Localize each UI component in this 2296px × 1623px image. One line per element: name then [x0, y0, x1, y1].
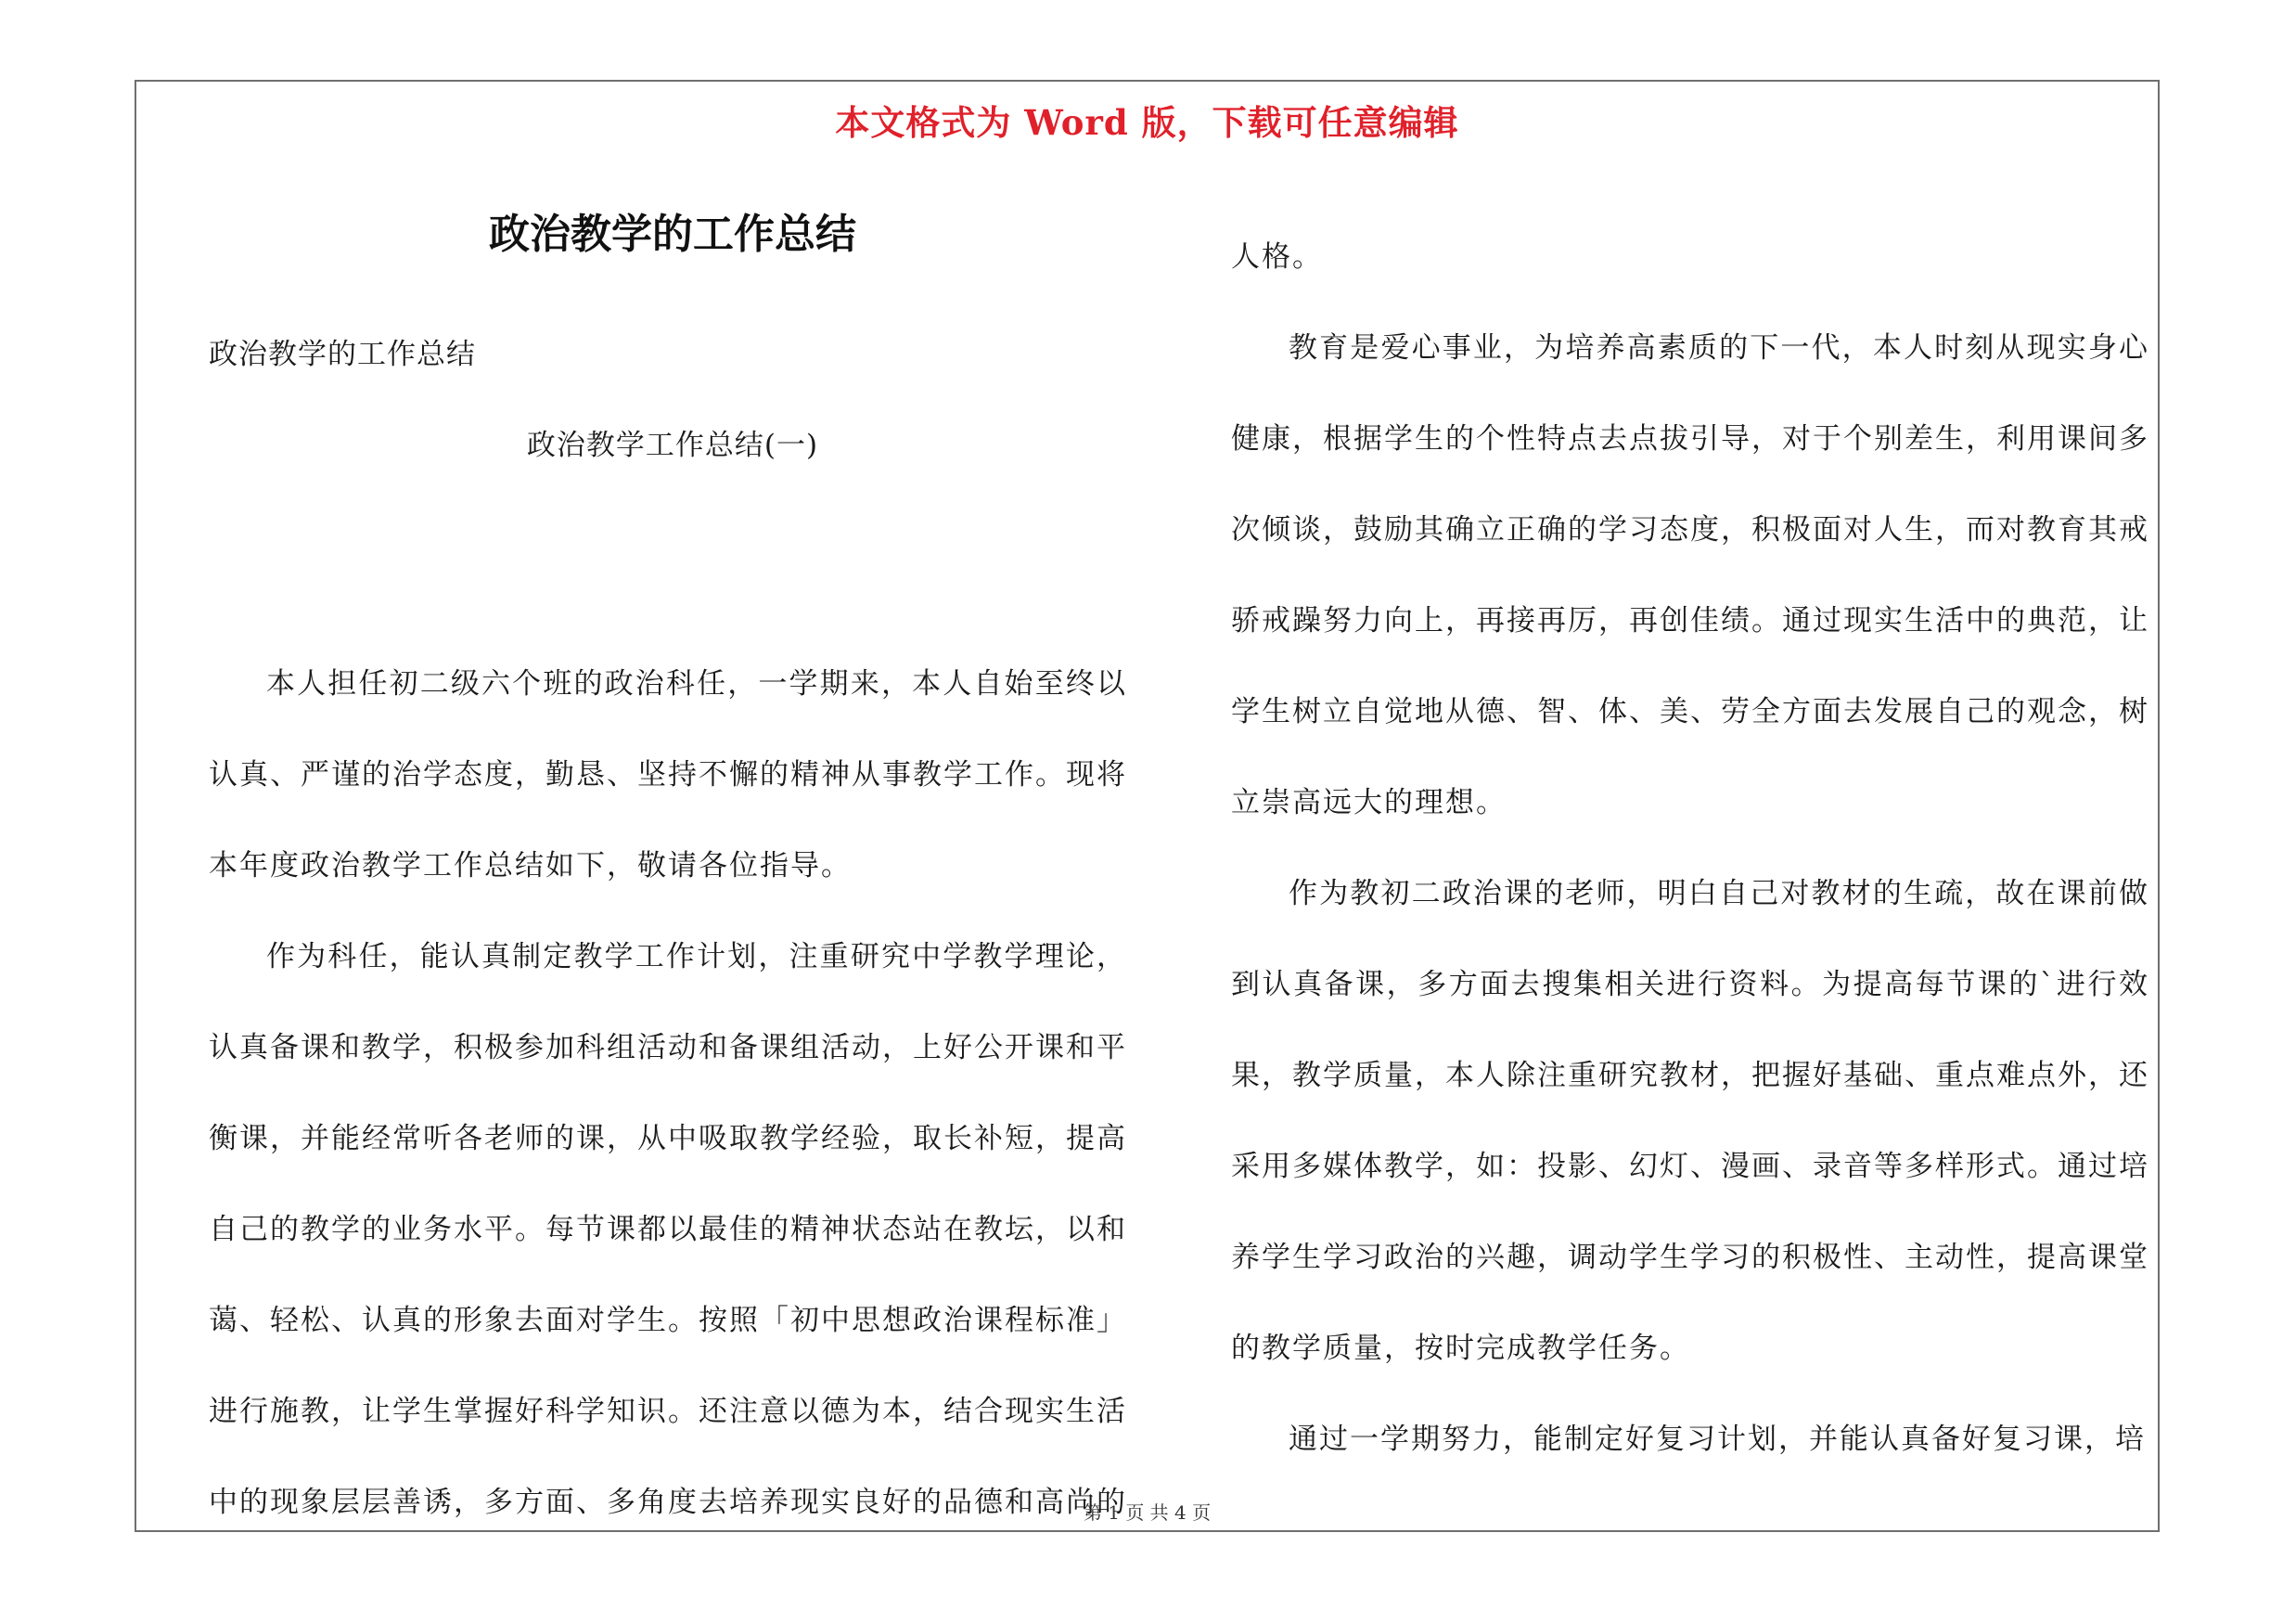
section-title: 政治教学工作总结(一) [526, 429, 819, 462]
paragraph: 本人担任初二级六个班的政治科任，一学期来，本人自始至终以认真、严谨的治学态度，勤恳、坚持不懈的精神从事教学工作。现将本年度政治教学工作总结如下，敬请各位指导。 [209, 667, 1127, 882]
page-number: 第 1 页 共 4 页 [1083, 1501, 1212, 1524]
subheading: 政治教学的工作总结 [209, 338, 476, 371]
paragraph: 作为教初二政治课的老师，明白自己对教材的生疏，故在课前做到认真备课，多方面去搜集相关进行资料。为提高每节课的`进行效果，教学质量，本人除注重研究教材，把握好基础、重点难点外，还采用多媒体教学，如：投影、幻灯、漫画、录音等多样形式。通过培养学生学习政治的兴趣，调动学生学习的积极性、主动性，提高课堂的教学质量，按时完成教学任务。 [1231, 877, 2149, 1365]
paragraph: 作为科任，能认真制定教学工作计划，注重研究中学教学理论，认真备课和教学，积极参加科组活动和备课组活动，上好公开课和平衡课，并能经常听各老师的课，从中吸取教学经验，取长补短，提高自己的教学的业务水平。每节课都以最佳的精神状态站在教坛，以和蔼、轻松、认真的形象去面对学生。按照「初中思想政治课程标准」进行施教，让学生掌握好科学知识。还注意以德为本，结合现实生活中的现象层层善诱，多方面、多角度去培养现实良好的品德和高尚的 [209, 940, 1127, 1519]
page-frame [135, 80, 2160, 1532]
document-title: 政治教学的工作总结 [489, 211, 856, 258]
format-banner: 本文格式为 Word 版，下载可任意编辑 [835, 102, 1459, 143]
paragraph: 通过一学期努力，能制定好复习计划，并能认真备好复习课，培 [1289, 1423, 2146, 1456]
paragraph-continuation: 人格。 [1231, 240, 1323, 274]
paragraph: 教育是爱心事业，为培养高素质的下一代，本人时刻从现实身心健康，根据学生的个性特点去点拔引导，对于个别差生，利用课间多次倾谈，鼓励其确立正确的学习态度，积极面对人生，而对教育其戒骄戒躁努力向上，再接再厉，再创佳绩。通过现实生活中的典范，让学生树立自觉地从德、智、体、美、劳全方面去发展自己的观念，树立崇高远大的理想。 [1231, 331, 2149, 819]
